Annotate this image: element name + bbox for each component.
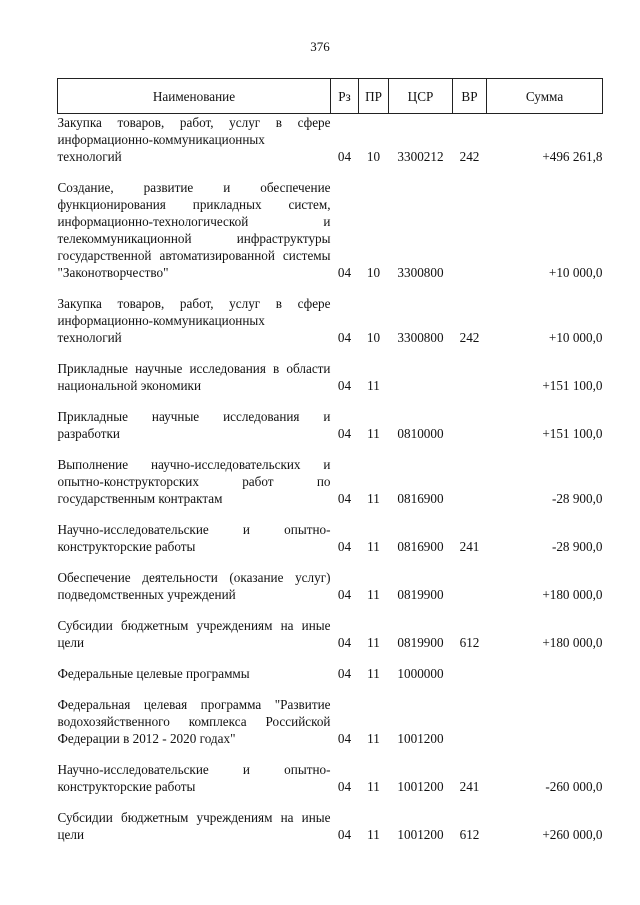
row-pr: 11 [367, 491, 380, 506]
row-name: Субсидии бюджетным учреждениям на иные цели [57, 618, 331, 650]
row-rz: 04 [337, 149, 352, 164]
row-sum: +10 000,0 [548, 265, 603, 280]
row-pr: 11 [367, 731, 380, 746]
row-rz: 04 [337, 491, 352, 506]
table-row [58, 521, 603, 555]
row-csr: 1001200 [397, 779, 444, 794]
row-sum: +260 000,0 [542, 827, 603, 842]
header-sum: Сумма [487, 79, 603, 114]
row-rz: 04 [337, 330, 352, 345]
page-number: 376 [310, 39, 330, 54]
row-pr: 11 [367, 539, 380, 554]
row-sum: +10 000,0 [548, 330, 603, 345]
table-row [58, 569, 603, 603]
header-rz: Рз [331, 79, 359, 114]
row-pr: 11 [367, 378, 380, 393]
row-sum: -28 900,0 [551, 491, 603, 506]
row-name: Выполнение научно-исследовательских и опытно-конструкторских работ по государственным контрактам [57, 457, 331, 506]
row-vr: 612 [459, 827, 480, 842]
row-vr [453, 179, 487, 281]
table-header [58, 79, 603, 114]
row-csr: 3300212 [397, 149, 444, 164]
row-sum: +180 000,0 [542, 635, 603, 650]
row-vr [453, 408, 487, 442]
row-pr: 11 [367, 779, 380, 794]
row-rz: 04 [337, 635, 352, 650]
table-row [58, 408, 603, 442]
row-name: Научно-исследовательские и опытно-конструкторские работы [57, 522, 331, 554]
table-row [58, 617, 603, 651]
row-rz: 04 [337, 587, 352, 602]
row-rz: 04 [337, 779, 352, 794]
row-vr [453, 456, 487, 507]
row-sum: +151 100,0 [542, 426, 603, 441]
row-sum: -260 000,0 [545, 779, 603, 794]
table-row [58, 809, 603, 843]
table-row [58, 456, 603, 507]
row-csr: 1001200 [397, 827, 444, 842]
row-sum: -28 900,0 [551, 539, 603, 554]
row-name: Федеральная целевая программа "Развитие водохозяйственного комплекса Российской Федерации в 2012 - 2020 годах" [57, 697, 331, 746]
table-row [58, 295, 603, 346]
budget-table [57, 78, 603, 843]
table-row [58, 761, 603, 795]
row-pr: 10 [366, 330, 381, 345]
table-row [58, 114, 603, 166]
row-sum: +180 000,0 [542, 587, 603, 602]
row-name: Закупка товаров, работ, услуг в сфере информационно-коммуникационных технологий [57, 296, 331, 345]
row-pr: 11 [367, 587, 380, 602]
row-vr: 241 [459, 539, 480, 554]
row-csr: 3300800 [397, 330, 444, 345]
row-name: Обеспечение деятельности (оказание услуг) подведомственных учреждений [57, 570, 331, 602]
row-vr [453, 360, 487, 394]
row-csr: 0810000 [397, 426, 444, 441]
row-name: Научно-исследовательские и опытно-конструкторские работы [57, 762, 331, 794]
row-vr [453, 665, 487, 682]
row-name: Закупка товаров, работ, услуг в сфере информационно-коммуникационных технологий [57, 115, 331, 164]
row-rz: 04 [337, 378, 352, 393]
row-rz: 04 [337, 827, 352, 842]
row-name: Прикладные научные исследования в области национальной экономики [57, 361, 331, 393]
row-name: Субсидии бюджетным учреждениям на иные цели [57, 810, 331, 842]
row-name: Прикладные научные исследования и разработки [57, 409, 331, 441]
row-pr: 11 [367, 666, 380, 681]
row-pr: 11 [367, 426, 380, 441]
row-rz: 04 [337, 731, 352, 746]
row-vr: 612 [459, 635, 480, 650]
table-row [58, 360, 603, 394]
row-pr: 11 [367, 635, 380, 650]
row-vr: 242 [459, 149, 480, 164]
row-pr: 10 [366, 149, 381, 164]
row-pr: 10 [366, 265, 381, 280]
row-sum [487, 665, 603, 682]
table-body [58, 114, 603, 844]
row-rz: 04 [337, 426, 352, 441]
row-sum [487, 696, 603, 747]
row-csr: 1001200 [397, 731, 444, 746]
row-sum: +496 261,8 [542, 149, 603, 164]
row-csr: 0819900 [397, 635, 444, 650]
table-row [58, 179, 603, 281]
row-csr: 0819900 [397, 587, 444, 602]
header-csr: ЦСР [389, 79, 453, 114]
row-sum: +151 100,0 [542, 378, 603, 393]
row-vr [453, 569, 487, 603]
row-vr: 241 [459, 779, 480, 794]
row-rz: 04 [337, 265, 352, 280]
row-vr: 242 [459, 330, 480, 345]
row-rz: 04 [337, 539, 352, 554]
row-csr: 1000000 [397, 666, 444, 681]
row-vr [453, 696, 487, 747]
row-csr: 0816900 [397, 491, 444, 506]
table-row [58, 696, 603, 747]
row-name: Федеральные целевые программы [57, 666, 250, 681]
header-pr: ПР [359, 79, 389, 114]
row-rz: 04 [337, 666, 352, 681]
row-csr: 3300800 [397, 265, 444, 280]
row-csr [389, 360, 453, 394]
row-csr: 0816900 [397, 539, 444, 554]
row-name: Создание, развитие и обеспечение функционирования прикладных систем, информационно-технологической и телекоммуникационной инфраструктуры государственной автоматизированной системы "Законотворчество" [57, 180, 331, 280]
row-pr: 11 [367, 827, 380, 842]
table-row [58, 665, 603, 682]
header-name: Наименование [58, 79, 331, 114]
header-vr: ВР [453, 79, 487, 114]
